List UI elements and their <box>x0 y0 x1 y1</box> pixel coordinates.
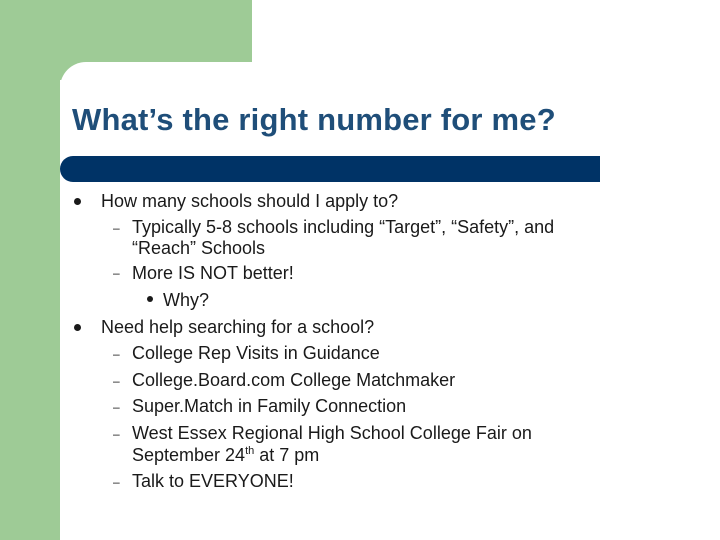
ordinal-suffix: th <box>245 445 255 457</box>
time-text: at 7 pm <box>254 445 320 465</box>
dash-icon: – <box>113 427 120 441</box>
date-text: September 24 <box>132 445 246 465</box>
slide-title: What’s the right number for me? <box>72 102 556 137</box>
dash-icon: – <box>113 347 120 361</box>
bullet-item-1: How many schools should I apply to? <box>101 191 399 211</box>
dash-icon: – <box>113 400 120 414</box>
subitem-1-1-line2: “Reach” Schools <box>132 238 266 258</box>
subitem-2-3: Super.Match in Family Connection <box>132 396 407 416</box>
subitem-2-1: College Rep Visits in Guidance <box>132 343 380 363</box>
subitem-2-4-line1: West Essex Regional High School College Fair on <box>132 423 532 443</box>
dash-icon: – <box>113 374 120 388</box>
dash-icon: – <box>113 266 120 280</box>
subitem-1-2: More IS NOT better! <box>132 263 294 283</box>
dash-icon: – <box>113 221 120 235</box>
small-bullet-icon <box>147 296 153 302</box>
dash-icon: – <box>113 475 120 489</box>
subsubitem-why: Why? <box>163 290 210 310</box>
bullet-icon <box>74 324 81 331</box>
subitem-2-5: Talk to EVERYONE! <box>132 471 294 491</box>
subitem-2-2: College.Board.com College Matchmaker <box>132 370 456 390</box>
subitem-2-4-line2 <box>132 444 319 466</box>
subitem-1-1-line1: Typically 5-8 schools including “Target”, “Safety”, and <box>132 217 555 237</box>
bullet-icon <box>74 198 81 205</box>
bullet-item-2: Need help searching for a school? <box>101 317 375 337</box>
